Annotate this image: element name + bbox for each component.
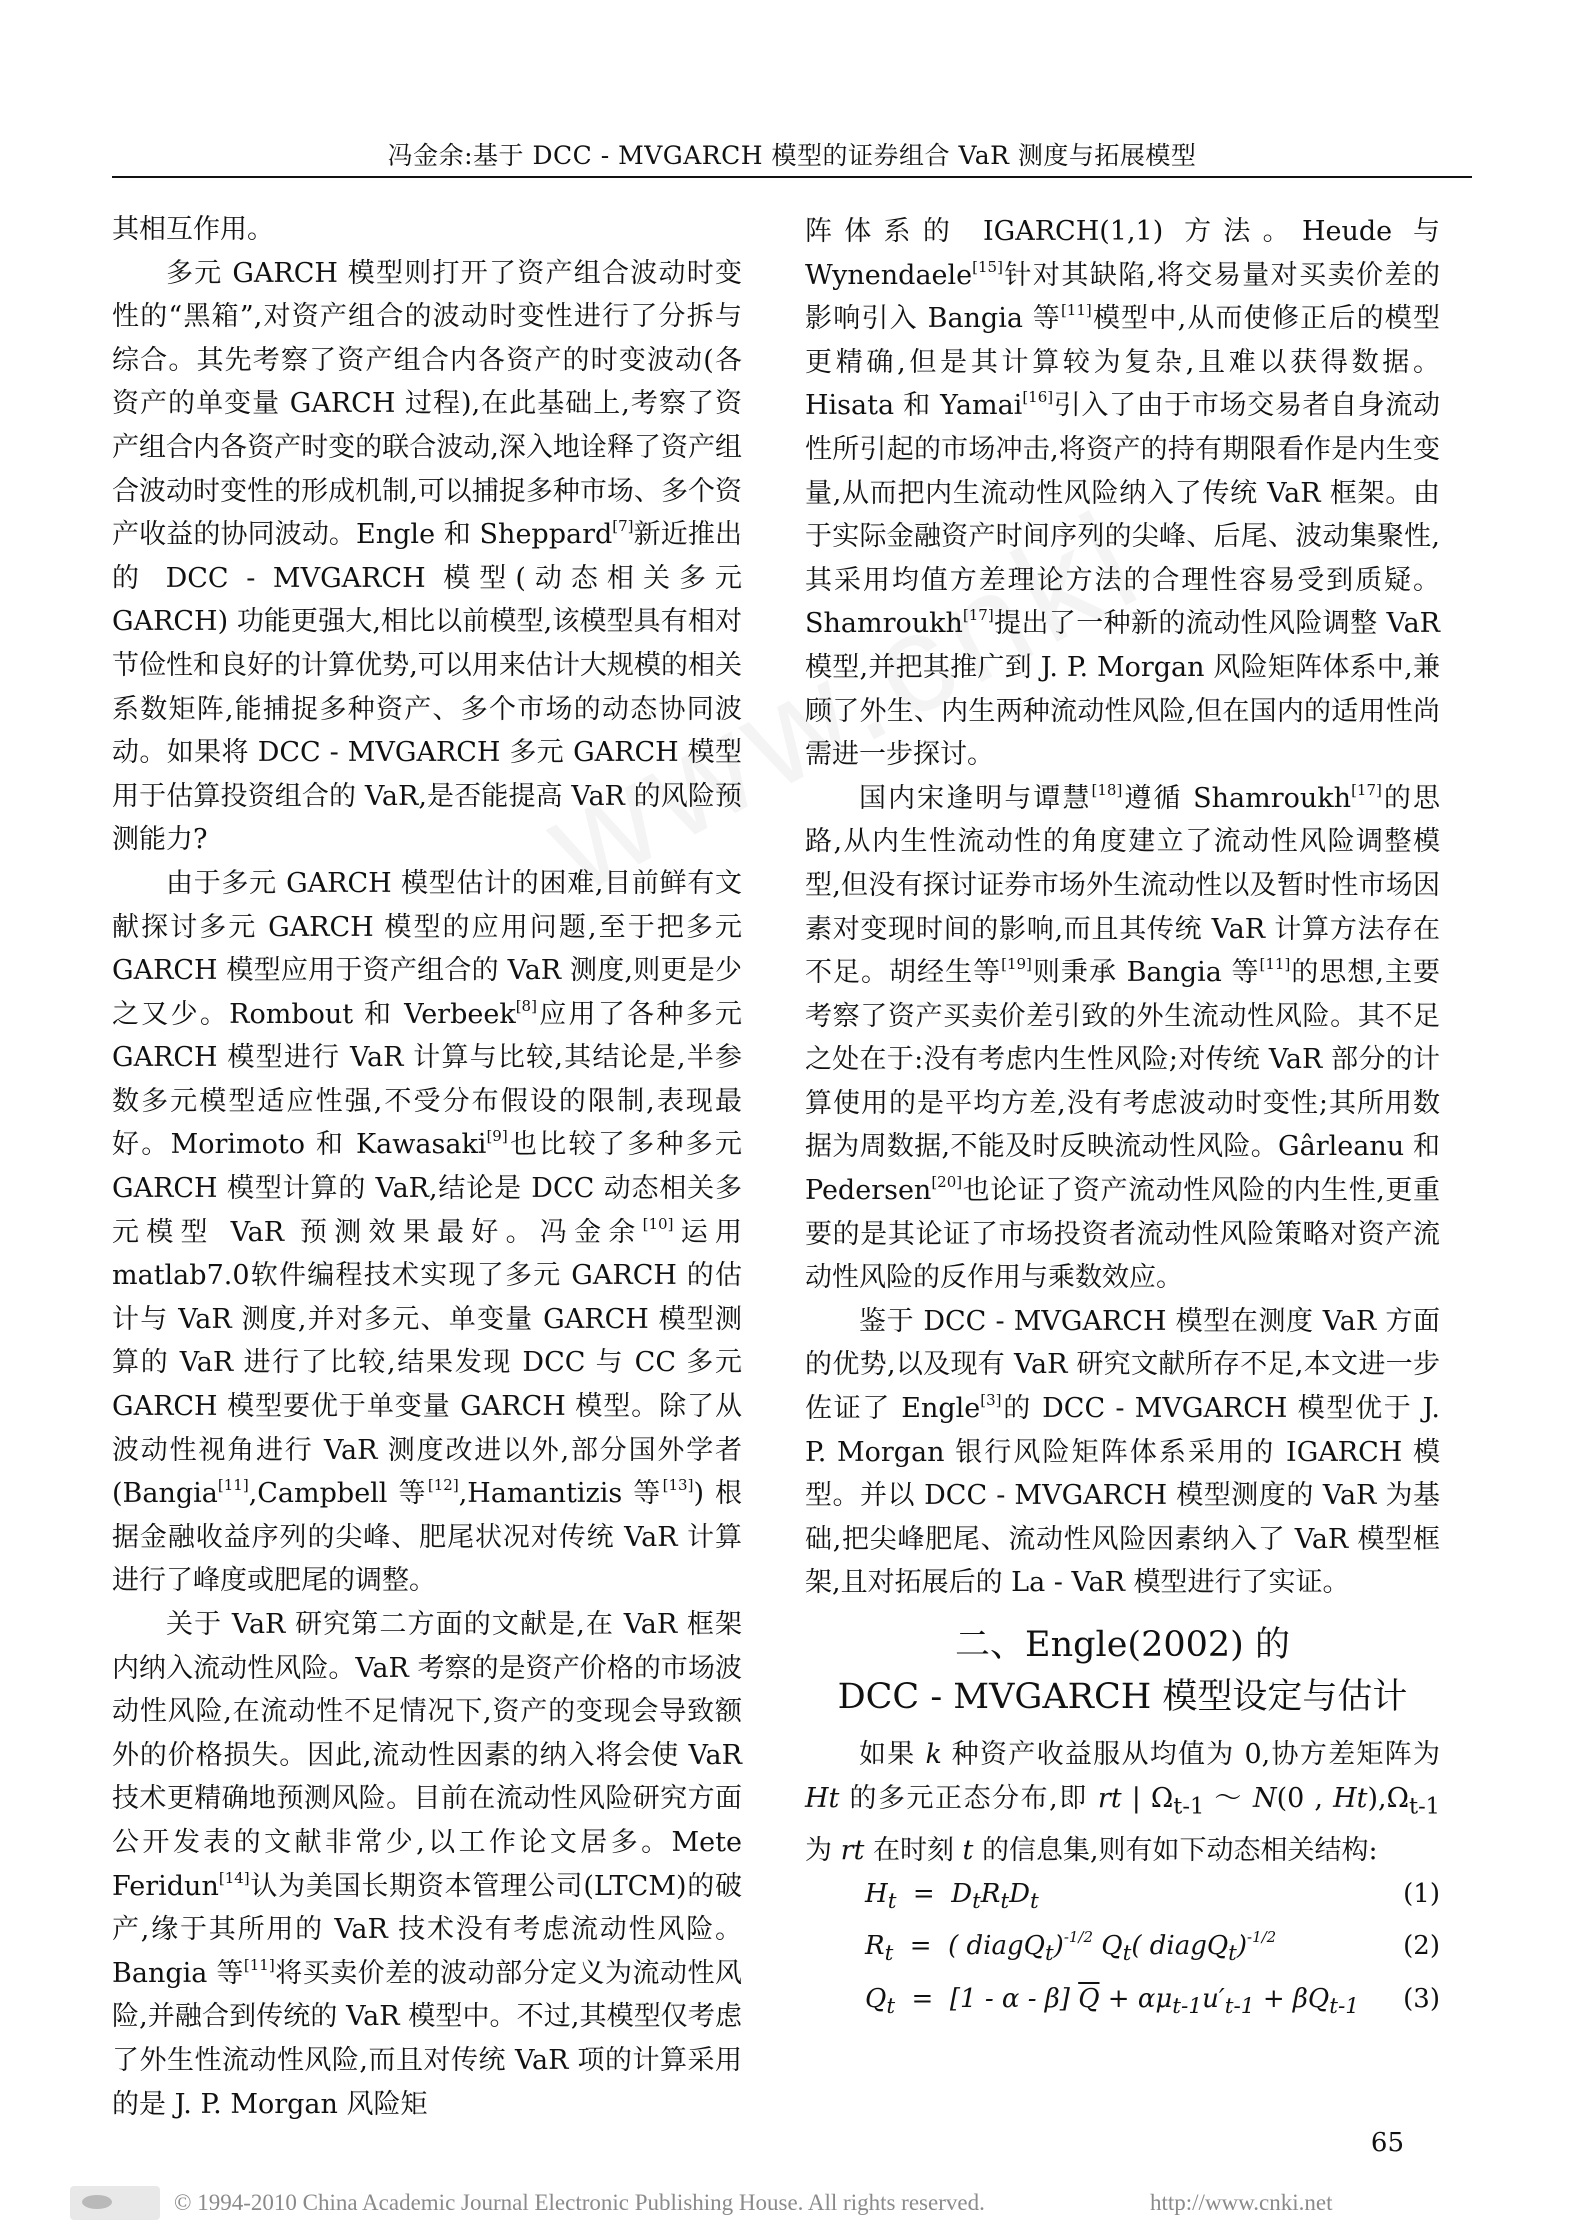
right-column-paragraph: 阵体系的 IGARCH(1,1) 方法。Heude 与 Wynendaele[15]针对其缺陷,将交易量对买卖价差的影响引入 Bangia 等[11]模型中,从而使修正后的模型更精确,但是其计算较为复杂,且难以获得数据。Hisata 和 Yamai[16]引入了由于市场交易者自身流动性所引起的市场冲击,将资产的持有期限看作是内生变量,从而把内生流动性风险纳入了传统 VaR 框架。由于实际金融资产时间序列的尖峰、后尾、波动集聚性,其采用均值方差理论方法的合理性容易受到质疑。Shamroukh[17]提出了一种新的流动性风险调整 VaR 模型,并把其推广到 J. P. Morgan 风险矩阵体系中,兼顾了外生、内生两种流动性风险,但在国内的适用性尚需进一步探讨。 bbox=[805, 216, 1440, 771]
equation-body: $Q_t = [1 - \alpha - \beta] \overline{Q} + \alpha\mu_{t-1}u'_{t-1} + \beta Q_{t-1}$ bbox=[865, 1983, 1360, 2019]
section-intro: 如果 k 种资产收益服从均值为 0,协方差矩阵为 Ht 的多元正态分布,即 rt | $\Omega_{t-1}$ ～ N(0 , $Ht),\Omega_{t-1}$ 为 rt 在时刻 t 的信息集,则有如下动态相关结构: bbox=[805, 1739, 1440, 1866]
page-number: 65 bbox=[1370, 2128, 1404, 2158]
cnki-logo-icon bbox=[70, 2186, 160, 2220]
section-title-line1: 二、Engle(2002) 的 bbox=[955, 1625, 1290, 1665]
running-header: 冯金余:基于 DCC - MVGARCH 模型的证券组合 VaR 测度与拓展模型 bbox=[387, 141, 1197, 170]
equation bbox=[805, 1924, 1440, 1976]
section-title bbox=[805, 1619, 1440, 1723]
equation bbox=[805, 1977, 1440, 2029]
footer bbox=[70, 2184, 1510, 2224]
left-column-paragraph: 关于 VaR 研究第二方面的文献是,在 VaR 框架内纳入流动性风险。VaR 考察的是资产价格的市场波动性风险,在流动性不足情况下,资产的变现会导致额外的价格损失。因此,流动性因素的纳入将会使 VaR 技术更精确地预测风险。目前在流动性风险研究方面公开发表的文献非常少,以工作论文居多。Mete Feridun[14]认为美国长期资本管理公司(LTCM)的破产,缘于其所用的 VaR 技术没有考虑流动性风险。Bangia 等[11]将买卖价差的波动部分定义为流动性风险,并融合到传统的 VaR 模型中。不过,其模型仅考虑了外生性流动性风险,而且对传统 VaR 项的计算采用的是 J. P. Morgan 风险矩 bbox=[112, 1609, 742, 2120]
right-column bbox=[805, 210, 1440, 2029]
footer-copyright: © 1994-2010 China Academic Journal Electronic Publishing House. All rights reserved. bbox=[174, 2190, 985, 2215]
left-column-paragraph: 其相互作用。 bbox=[112, 214, 274, 245]
equation-block bbox=[805, 1872, 1440, 2029]
left-column bbox=[112, 208, 742, 2126]
section-title-line2: DCC - MVGARCH 模型设定与估计 bbox=[837, 1677, 1408, 1717]
equation-number: (3) bbox=[1403, 1983, 1440, 2014]
equation-body: $H_t = D_tR_tD_t$ bbox=[865, 1879, 1039, 1915]
equation-number: (1) bbox=[1403, 1879, 1440, 1910]
equation-body: $R_t$ = ( diagQ$_t$)$^{-1/2}$ $Q_t$( diagQ$_t$)$^{-1/2}$ bbox=[865, 1928, 1277, 1967]
equation bbox=[805, 1872, 1440, 1924]
left-column-paragraph: 由于多元 GARCH 模型估计的困难,目前鲜有文献探讨多元 GARCH 模型的应用问题,至于把多元 GARCH 模型应用于资产组合的 VaR 测度,则更是少之又少。Rombout 和 Verbeek[8]应用了各种多元 GARCH 模型进行 VaR 计算与比较,其结论是,半参数多元模型适应性强,不受分布假设的限制,表现最好。Morimoto 和 Kawasaki[9]也比较了多种多元 GARCH 模型计算的 VaR,结论是 DCC 动态相关多元模型 VaR 预测效果最好。冯金余[10]运用 matlab7.0软件编程技术实现了多元 GARCH 的估计与 VaR 测度,并对多元、单变量 GARCH 模型测算的 VaR 进行了比较,结果发现 DCC 与 CC 多元 GARCH 模型要优于单变量 GARCH 模型。除了从波动性视角进行 VaR 测度改进以外,部分国外学者(Bangia[11],Campbell 等[12],Hamantizis 等[13]) 根据金融收益序列的尖峰、肥尾状况对传统 VaR 计算进行了峰度或肥尾的调整。 bbox=[112, 867, 743, 1597]
right-column-paragraph: 鉴于 DCC - MVGARCH 模型在测度 VaR 方面的优势,以及现有 VaR 研究文献所存不足,本文进一步佐证了 Engle[3]的 DCC - MVGARCH 模型优于 J. P. Morgan 银行风险矩阵体系采用的 IGARCH 模型。并以 DCC - MVGARCH 模型测度的 VaR 为基础,把尖峰肥尾、流动性风险因素纳入了 VaR 模型框架,且对拓展后的 La - VaR 模型进行了实证。 bbox=[805, 1305, 1440, 1599]
header-rule bbox=[112, 176, 1472, 178]
left-column-paragraph: 多元 GARCH 模型则打开了资产组合波动时变性的“黑箱”,对资产组合的波动时变性进行了分拆与综合。其先考察了资产组合内各资产的时变波动(各资产的单变量 GARCH 过程),在此基础上,考察了资产组合内各资产时变的联合波动,深入地诠释了资产组合波动时变性的形成机制,可以捕捉多种市场、多个资产收益的协同波动。Engle 和 Sheppard[7]新近推出的 DCC - MVGARCH 模型(动态相关多元 GARCH) 功能更强大,相比以前模型,该模型具有相对节俭性和良好的计算优势,可以用来估计大规模的相关系数矩阵,能捕捉多种资产、多个市场的动态协同波动。如果将 DCC - MVGARCH 多元 GARCH 模型用于估算投资组合的 VaR,是否能提高 VaR 的风险预测能力? bbox=[112, 257, 742, 856]
footer-url[interactable]: http://www.cnki.net bbox=[1150, 2190, 1333, 2215]
equation-number: (2) bbox=[1403, 1931, 1440, 1962]
right-column-paragraph: 国内宋逢明与谭慧[18]遵循 Shamroukh[17]的思路,从内生性流动性的角度建立了流动性风险调整模型,但没有探讨证券市场外生流动性以及暂时性市场因素对变现时间的影响,而且其传统 VaR 计算方法存在不足。胡经生等[19]则秉承 Bangia 等[11]的思想,主要考察了资产买卖价差引致的外生流动性风险。其不足之处在于:没有考虑内生性风险;对传统 VaR 部分的计算使用的是平均方差,没有考虑波动时变性;其所用数据为周数据,不能及时反映流动性风险。Gârleanu 和 Pedersen[20]也论证了资产流动性风险的内生性,更重要的是其论证了市场投资者流动性风险策略对资产流动性风险的反作用与乘数效应。 bbox=[805, 780, 1440, 1294]
